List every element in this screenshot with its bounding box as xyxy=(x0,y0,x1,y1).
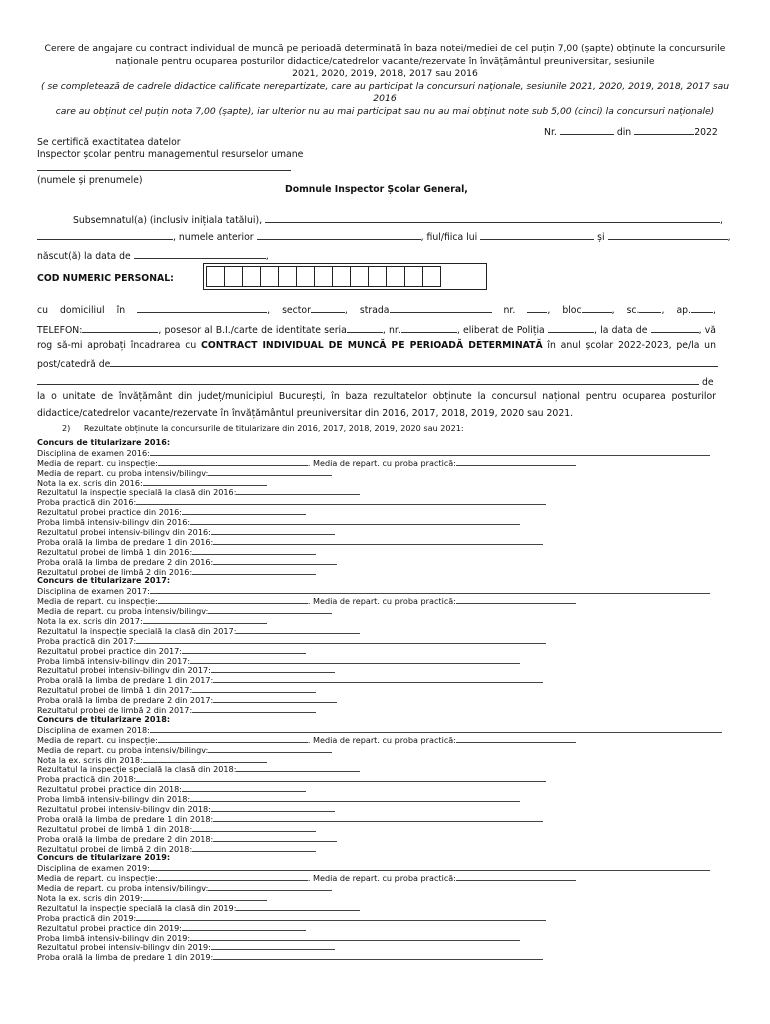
concurs-row-label: Rezultatul la inspecție specială la clasă din 2016: xyxy=(37,487,237,498)
concurs-row-label: Rezultatul probei practice din 2017: xyxy=(37,645,183,656)
concurs-row-field[interactable] xyxy=(192,824,316,832)
concurs-row-label: Proba limbă intensiv-bilingv din 2018: xyxy=(37,794,191,804)
cnp-digit-box[interactable] xyxy=(333,267,351,286)
concurs-row xyxy=(37,596,737,606)
concurs-row xyxy=(37,903,737,913)
concurs-row-field[interactable] xyxy=(213,557,337,565)
concurs-row xyxy=(37,478,737,488)
concurs-row-label: Rezultatul probei de limbă 2 din 2016: xyxy=(37,566,193,577)
cnp-digit-box[interactable] xyxy=(369,267,387,286)
concurs-row xyxy=(37,675,737,685)
name-cont-field[interactable] xyxy=(37,230,173,240)
concurs-row-field[interactable] xyxy=(150,586,710,594)
de-label: de xyxy=(701,377,714,388)
domiciliul-label: domiciliul xyxy=(60,305,105,316)
concurs-row xyxy=(37,468,737,478)
concurs-row-field[interactable] xyxy=(213,814,543,822)
concurs-row-field[interactable] xyxy=(192,567,316,575)
concurs-row-label: Rezultatul probei intensiv-bilingv din 2018: xyxy=(37,803,211,814)
certification-block xyxy=(37,137,303,187)
strada-label: , strada xyxy=(344,305,390,316)
concurs-row-label: Nota la ex. scris din 2016: xyxy=(37,477,143,488)
concurs-row-field[interactable] xyxy=(190,656,520,664)
concurs-row-field[interactable] xyxy=(182,646,306,654)
concurs-row-field[interactable] xyxy=(136,636,546,644)
concurs-row-field[interactable] xyxy=(211,527,335,535)
media-practica-label: . Media de repart. cu proba practică: xyxy=(307,457,456,468)
cnp-boxes xyxy=(206,266,441,287)
salutation: Domnule Inspector Școlar General, xyxy=(285,184,468,195)
sector-field[interactable] xyxy=(311,303,345,313)
nascut-label: născut(ă) la data de xyxy=(37,251,131,262)
concurs-row-field[interactable] xyxy=(192,685,316,693)
concurs-row xyxy=(37,794,737,804)
comma: , xyxy=(713,305,716,316)
media-practica-field[interactable] xyxy=(456,735,576,743)
concurs-row-field[interactable] xyxy=(190,933,520,941)
concurs-row-label: Proba orală la limba de predare 2 din 2018: xyxy=(37,833,214,844)
sector-label: , sector xyxy=(267,305,311,316)
concurs-row-field[interactable] xyxy=(192,705,316,713)
birth-date-field[interactable] xyxy=(134,249,266,259)
concurs-row xyxy=(37,725,737,735)
unitate-label: la o unitate de învățământ din județ/municipiul București, în baza rezultatelor obținute la concursul național pentru ocuparea posturilor xyxy=(37,391,716,402)
concurs-row xyxy=(37,755,737,765)
nr-field[interactable] xyxy=(560,125,614,135)
father-name-field[interactable] xyxy=(480,230,594,240)
concurs-row-label: Media de repart. cu inspecție: xyxy=(37,457,158,468)
concurs-row-label: Proba orală la limba de predare 1 din 2016: xyxy=(37,536,214,547)
concurs-row-field[interactable] xyxy=(213,952,543,960)
header-line-1: Cerere de angajare cu contract individual de muncă pe perioadă determinată în baza notei/mediei de cel puțin 7,00 (șapte) obținute la concursurile xyxy=(44,43,726,54)
numele-anterior-label: , numele anterior xyxy=(173,232,254,243)
concurs-row-label: Media de repart. cu proba intensiv/bilingv: xyxy=(37,883,209,893)
concurs-row-label: Disciplina de examen 2016: xyxy=(37,447,150,458)
concurs-row-label: Proba orală la limba de predare 1 din 2017: xyxy=(37,675,214,686)
concurs-row-field[interactable] xyxy=(158,735,308,743)
la-data-label: , la data de xyxy=(593,325,648,336)
media-practica-label: . Media de repart. cu proba practică: xyxy=(307,596,456,607)
concurs-row xyxy=(37,497,737,507)
concurs-row xyxy=(37,586,737,596)
concurs-row-field[interactable] xyxy=(182,923,306,931)
va-label: , vă xyxy=(698,325,717,336)
concurs-row-label: Rezultatul probei de limbă 1 din 2018: xyxy=(37,823,193,834)
concurs-row-label: Rezultatul probei practice din 2018: xyxy=(37,784,183,795)
concurs-row-label: Rezultatul la inspecție specială la clasă din 2017: xyxy=(37,625,237,636)
concurs-row-label: Rezultatul la inspecție specială la clasă din 2019: xyxy=(37,902,237,913)
row-domiciliu xyxy=(37,300,716,321)
concurs-row-label: Proba practică din 2019: xyxy=(37,912,137,923)
concurs-row-label: Nota la ex. scris din 2019: xyxy=(37,892,143,903)
concurs-row-field[interactable] xyxy=(236,903,360,911)
concurs-row-label: Rezultatul probei de limbă 1 din 2016: xyxy=(37,546,193,557)
concurs-row-label: Proba limbă intensiv-bilingv din 2017: xyxy=(37,655,191,666)
telefon-label: TELEFON: xyxy=(37,325,83,336)
street-field[interactable] xyxy=(390,303,492,313)
row-subsemnatul xyxy=(73,213,723,226)
concurs-title: Concurs de titularizare 2017: xyxy=(37,576,171,586)
concurs-row-field[interactable] xyxy=(208,468,332,476)
concurs-row-label: Rezultatul probei de limbă 2 din 2018: xyxy=(37,843,193,854)
year-label: 2022 xyxy=(694,127,718,138)
row-numele-anterior xyxy=(37,230,731,243)
concurs-row xyxy=(37,685,737,695)
point-2-number: 2) xyxy=(62,423,71,433)
id-series-field[interactable] xyxy=(347,323,383,333)
issuer-field[interactable] xyxy=(548,323,594,333)
media-practica-field[interactable] xyxy=(456,596,576,604)
concurs-row-field[interactable] xyxy=(158,873,308,881)
comma: , xyxy=(727,232,731,243)
concurs-row xyxy=(37,873,737,883)
cu-label: cu xyxy=(37,305,49,316)
cnp-digit-box[interactable] xyxy=(387,267,405,286)
concurs-row-field[interactable] xyxy=(213,537,543,545)
inspector-name-field[interactable] xyxy=(37,161,291,171)
concurs-row-field[interactable] xyxy=(143,755,267,763)
sc-field[interactable] xyxy=(639,303,661,313)
concurs-title: Concurs de titularizare 2019: xyxy=(37,853,171,863)
concurs-row xyxy=(37,834,737,844)
cnp-digit-box[interactable] xyxy=(225,267,243,286)
cnp-digit-box[interactable] xyxy=(261,267,279,286)
concurs-row-field[interactable] xyxy=(136,497,546,505)
concursuri-section xyxy=(37,438,737,962)
concurs-row-field[interactable] xyxy=(211,804,335,812)
concurs-row xyxy=(37,616,737,626)
header-line-5: care au obținut cel puțin nota 7,00 (șapte), iar ulterior nu au mai participat sau nu au mai obținut note sub 5,00 (cinci) la concursuri naționale) xyxy=(55,105,715,117)
concurs-row-label: Proba practică din 2017: xyxy=(37,635,137,646)
concurs-row xyxy=(37,804,737,814)
concurs-row-label: Proba orală la limba de predare 2 din 2016: xyxy=(37,556,214,567)
concurs-row-label: Rezultatul probei de limbă 2 din 2017: xyxy=(37,705,193,715)
concurs-row-field[interactable] xyxy=(236,487,360,495)
cnp-digit-box[interactable] xyxy=(351,267,369,286)
concurs-row xyxy=(37,537,737,547)
certify-line-1: Se certifică exactitatea datelor xyxy=(37,137,181,148)
bloc-label: , bloc xyxy=(547,305,582,316)
issue-date-field[interactable] xyxy=(651,323,699,333)
concurs-row-field[interactable] xyxy=(213,834,337,842)
comma: , xyxy=(720,215,723,226)
locality-field[interactable] xyxy=(137,303,267,313)
header-line-3: 2021, 2020, 2019, 2018, 2017 sau 2016 xyxy=(292,68,478,80)
id-number-field[interactable] xyxy=(401,323,457,333)
in-label: în xyxy=(116,305,126,316)
concurs-row-field[interactable] xyxy=(150,725,722,733)
row-nascut xyxy=(37,249,269,262)
concurs-row-label: Media de repart. cu proba intensiv/bilingv: xyxy=(37,744,209,755)
concurs-row-field[interactable] xyxy=(158,596,308,604)
concurs-row-field[interactable] xyxy=(211,665,335,673)
concurs-row xyxy=(37,764,737,774)
concurs-row xyxy=(37,448,737,458)
concurs-row-field[interactable] xyxy=(143,616,267,624)
row-rog xyxy=(37,335,716,356)
registration-number xyxy=(544,125,718,138)
media-practica-field[interactable] xyxy=(456,873,576,881)
concurs-row-label: Disciplina de examen 2017: xyxy=(37,586,150,597)
concurs-row-field[interactable] xyxy=(208,883,332,891)
concurs-row xyxy=(37,567,737,577)
concurs-row xyxy=(37,557,737,567)
cnp-label: COD NUMERIC PERSONAL: xyxy=(37,273,174,284)
concurs-row xyxy=(37,517,737,527)
concurs-row-label: Nota la ex. scris din 2018: xyxy=(37,754,143,765)
sc-label: , sc. xyxy=(611,305,640,316)
concurs-row xyxy=(37,665,737,675)
concurs-row xyxy=(37,606,737,616)
concurs-row-label: Proba practică din 2016: xyxy=(37,497,137,508)
concurs-row-label: Proba orală la limba de predare 1 din 2019: xyxy=(37,952,214,963)
bloc-field[interactable] xyxy=(582,303,612,313)
street-nr-field[interactable] xyxy=(527,303,547,313)
concurs-row xyxy=(37,705,737,715)
concurs-row-field[interactable] xyxy=(136,913,546,921)
concurs-row-label: Rezultatul la inspecție specială la clasă din 2018: xyxy=(37,764,237,775)
header-line-4: ( se completează de cadrele didactice calificate nerepartizate, care au participat la concursuri naționale, sesiunile 2021, 2020, 2019, 2018, 2017 sau 2016 xyxy=(40,80,730,105)
concurs-row-label: Disciplina de examen 2019: xyxy=(37,863,150,874)
concurs-row-field[interactable] xyxy=(192,844,316,852)
concurs-row xyxy=(37,774,737,784)
concurs-row-label: Proba limbă intensiv-bilingv din 2016: xyxy=(37,517,191,528)
concurs-row-label: Media de repart. cu inspecție: xyxy=(37,596,158,607)
nr-label: Nr. xyxy=(544,127,557,138)
si-label: și xyxy=(597,232,605,243)
concurs-row xyxy=(37,458,737,468)
post-field[interactable] xyxy=(110,357,718,367)
concurs-row xyxy=(37,547,737,557)
concurs-title: Concurs de titularizare 2018: xyxy=(37,714,171,724)
cnp-digit-box[interactable] xyxy=(243,267,261,286)
post-label: post/catedră de xyxy=(37,359,111,370)
concurs-row xyxy=(37,893,737,903)
concurs-row-field[interactable] xyxy=(208,745,332,753)
street-nr-label: nr. xyxy=(503,305,516,316)
concurs-row-field[interactable] xyxy=(208,606,332,614)
concurs-row xyxy=(37,646,737,656)
subsemnatul-label: Subsemnatul(a) (inclusiv inițiala tatălui), xyxy=(73,215,263,226)
cnp-digit-box[interactable] xyxy=(297,267,315,286)
mother-name-field[interactable] xyxy=(608,230,728,240)
concurs-row-label: Rezultatul probei practice din 2016: xyxy=(37,507,183,518)
cnp-digit-box[interactable] xyxy=(423,267,440,286)
concurs-row-field[interactable] xyxy=(213,675,543,683)
concurs-row xyxy=(37,824,737,834)
cnp-digit-box[interactable] xyxy=(207,267,225,286)
concurs-row-label: Proba practică din 2018: xyxy=(37,774,137,785)
name-label: (numele și prenumele) xyxy=(37,175,143,186)
concurs-row-label: Rezultatul probei practice din 2019: xyxy=(37,922,183,933)
didactice-label: didactice/catedrelor vacante/rezervate în învățământul preuniversitar din 2016, 2017, 2018, 2019, 2020 sau 2021. xyxy=(37,408,574,419)
post-cont-field[interactable] xyxy=(37,375,699,385)
concurs-row-field[interactable] xyxy=(236,626,360,634)
previous-name-field[interactable] xyxy=(257,230,421,240)
concurs-row xyxy=(37,507,737,517)
concurs-row-field[interactable] xyxy=(213,695,337,703)
concurs-row-field[interactable] xyxy=(182,784,306,792)
concurs-row xyxy=(37,913,737,923)
concurs-title: Concurs de titularizare 2016: xyxy=(37,438,171,447)
point-2-text: Rezultate obținute la concursurile de titularizare din 2016, 2017, 2018, 2019, 2020 sau 2021: xyxy=(83,423,464,433)
concurs-row-label: Media de repart. cu inspecție: xyxy=(37,734,158,745)
concurs-row-field[interactable] xyxy=(136,774,546,782)
media-practica-label: . Media de repart. cu proba practică: xyxy=(307,873,456,884)
row-unitate xyxy=(37,386,716,407)
concurs-row-label: Rezultatul probei intensiv-bilingv din 2016: xyxy=(37,527,211,537)
concurs-row xyxy=(37,923,737,933)
contract-type-label: CONTRACT INDIVIDUAL DE MUNCĂ PE PERIOADĂ DETERMINATĂ xyxy=(201,340,543,351)
concurs-row xyxy=(37,814,737,824)
phone-field[interactable] xyxy=(82,323,158,333)
concurs-row xyxy=(37,952,737,962)
cnp-digit-box[interactable] xyxy=(279,267,297,286)
concurs-row-field[interactable] xyxy=(211,942,335,950)
date-field[interactable] xyxy=(634,125,694,135)
concurs-row-field[interactable] xyxy=(182,507,306,515)
document-header xyxy=(28,43,742,119)
media-practica-field[interactable] xyxy=(456,458,576,466)
concurs-row xyxy=(37,863,737,873)
concurs-row-label: Media de repart. cu proba intensiv/bilingv: xyxy=(37,606,209,617)
point-2 xyxy=(62,423,464,433)
concurs-row-label: Proba limbă intensiv-bilingv din 2019: xyxy=(37,932,191,943)
concurs-row-field[interactable] xyxy=(150,863,710,871)
posesor-label: , posesor al B.I./carte de identitate seria xyxy=(158,325,347,336)
concurs-row-label: Disciplina de examen 2018: xyxy=(37,724,150,735)
concurs-row-label: Rezultatul probei intensiv-bilingv din 2017: xyxy=(37,665,211,676)
concurs-row-label: Proba orală la limba de predare 1 din 2018: xyxy=(37,813,214,824)
row-didactice xyxy=(37,408,573,419)
concurs-row-label: Nota la ex. scris din 2017: xyxy=(37,616,143,626)
concurs-row xyxy=(37,942,737,952)
concurs-row xyxy=(37,527,737,537)
school-year-label: în anul școlar 2022-2023, pe/la un xyxy=(547,340,716,351)
id-nr-label: , nr. xyxy=(382,325,401,336)
media-practica-label: . Media de repart. cu proba practică: xyxy=(307,734,456,745)
concurs-row-field[interactable] xyxy=(190,517,520,525)
cnp-digit-box[interactable] xyxy=(315,267,333,286)
concurs-row-field[interactable] xyxy=(150,448,710,456)
concurs-row-field[interactable] xyxy=(143,478,267,486)
rog-label: rog să-mi aprobați încadrarea cu xyxy=(37,340,197,351)
concurs-row-field[interactable] xyxy=(190,794,520,802)
concurs-row-field[interactable] xyxy=(158,458,308,466)
concurs-row-label: Media de repart. cu proba intensiv/bilingv: xyxy=(37,467,209,478)
concurs-row xyxy=(37,933,737,943)
comma: , xyxy=(265,251,269,262)
concurs-row xyxy=(37,656,737,666)
concurs-row xyxy=(37,636,737,646)
concurs-row xyxy=(37,487,737,497)
concurs-row xyxy=(37,883,737,893)
concurs-row-label: Media de repart. cu inspecție: xyxy=(37,873,158,884)
concurs-row-label: Rezultatul probei de limbă 1 din 2017: xyxy=(37,685,193,696)
concurs-row-field[interactable] xyxy=(236,764,360,772)
ap-label: , ap. xyxy=(661,305,691,316)
ap-field[interactable] xyxy=(691,303,713,313)
concurs-row-label: Proba orală la limba de predare 2 din 2017: xyxy=(37,695,214,706)
header-line-2: naționale pentru ocuparea posturilor didactice/catedrelor vacante/rezervate în învățământul preuniversitar, sesiunile xyxy=(115,55,655,67)
concurs-row-label: Rezultatul probei intensiv-bilingv din 2019: xyxy=(37,942,211,953)
fiul-label: , fiul/fiica lui xyxy=(420,232,478,243)
concurs-row xyxy=(37,735,737,745)
concurs-row xyxy=(37,626,737,636)
concurs-row xyxy=(37,695,737,705)
concurs-row-field[interactable] xyxy=(143,893,267,901)
full-name-field[interactable] xyxy=(265,213,720,223)
concurs-row xyxy=(37,844,737,854)
row-post xyxy=(37,357,718,370)
eliberat-label: , eliberat de Poliția xyxy=(456,325,545,336)
din-label: din xyxy=(616,127,632,138)
certify-line-2: Inspector școlar pentru managementul resurselor umane xyxy=(37,149,304,160)
concurs-row xyxy=(37,745,737,755)
cnp-digit-box[interactable] xyxy=(405,267,423,286)
concurs-row xyxy=(37,784,737,794)
concurs-row-field[interactable] xyxy=(192,547,316,555)
